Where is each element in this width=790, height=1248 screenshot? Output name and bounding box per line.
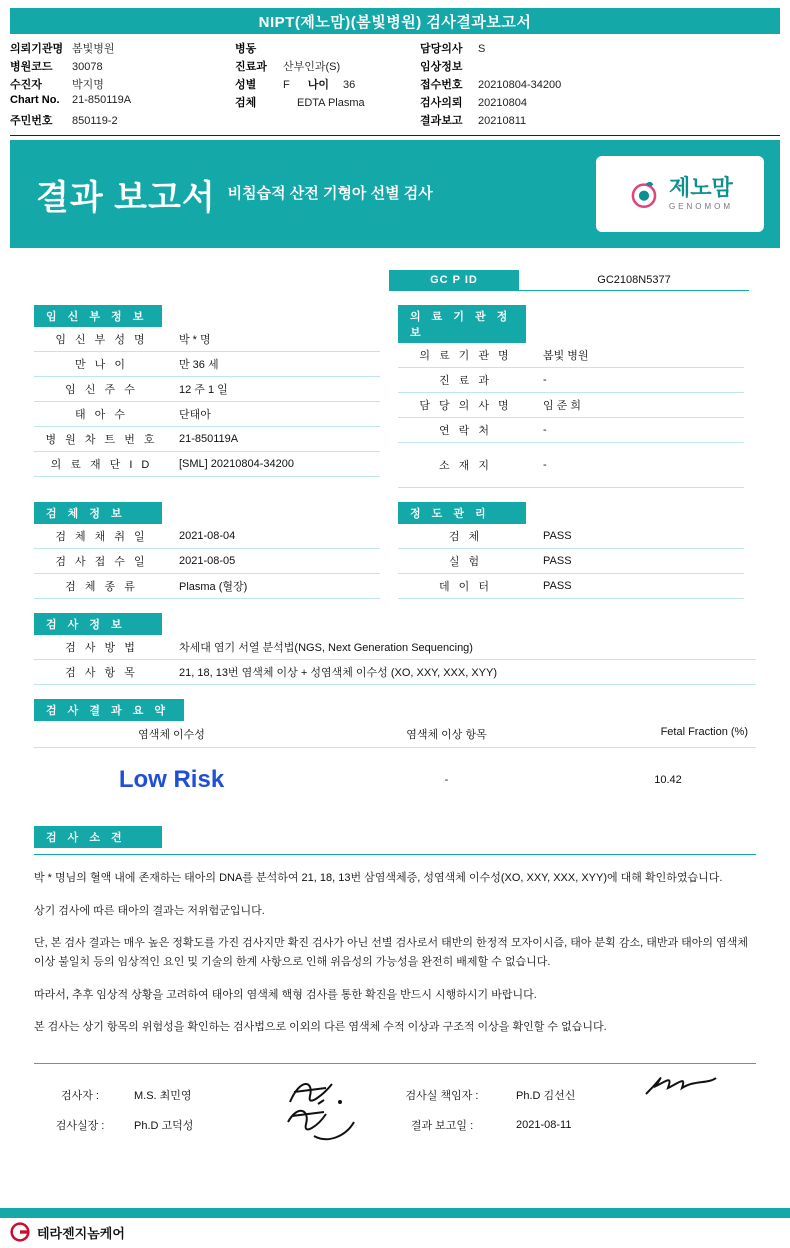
sex-value: F bbox=[283, 79, 290, 91]
row-value: 차세대 염기 서열 분석법(NGS, Next Generation Sequencing) bbox=[169, 635, 756, 660]
field-resident-no bbox=[10, 112, 235, 127]
director-signature-icon bbox=[284, 1102, 374, 1146]
row-value: PASS bbox=[533, 574, 744, 599]
patient-name-label: 수진자 bbox=[10, 79, 42, 91]
banner-title: 결과 보고서 bbox=[36, 178, 216, 217]
pregnant-info-section bbox=[34, 305, 380, 488]
patient-header-col-3 bbox=[420, 40, 680, 127]
row-key: 검 사 방 법 bbox=[34, 635, 169, 660]
row-key: 검 체 종 류 bbox=[34, 574, 169, 599]
hospital-code-value: 30078 bbox=[72, 61, 103, 73]
pregnant-info-table bbox=[34, 327, 380, 477]
row-key: 의 료 기 관 명 bbox=[398, 343, 533, 368]
field-specimen bbox=[235, 94, 420, 109]
report-page bbox=[0, 8, 790, 1248]
gcp-id-value: GC2108N5377 bbox=[519, 270, 749, 291]
specimen-info-section bbox=[34, 502, 380, 599]
qc-info-table bbox=[398, 524, 744, 599]
row-key: 실 험 bbox=[398, 549, 533, 574]
table-row bbox=[34, 660, 756, 685]
pregnant-info-heading: 임 신 부 정 보 bbox=[34, 305, 162, 327]
patient-name-value: 박지명 bbox=[72, 79, 104, 91]
resident-no-value: 850119-2 bbox=[72, 115, 118, 127]
signature-row-2 bbox=[34, 1110, 756, 1140]
table-row bbox=[398, 343, 744, 368]
opinion-paragraph: 단, 본 검사 결과는 매우 높은 정확도를 가진 검사지만 확진 검사가 아닌 선별 검사로서 태반의 한정적 모자이시즘, 태아 분획 감소, 태반과 태아의 염색체 이상 불일치 등의 임상적인 요인 및 기술의 한계 사항으로 인해 위음성의 가능성을 완전히 배제할 수 없습니다. bbox=[34, 937, 748, 969]
table-row bbox=[34, 574, 380, 599]
genomom-logo-main: 제노맘 bbox=[668, 175, 733, 200]
report-content bbox=[34, 270, 756, 1152]
table-row bbox=[34, 327, 380, 352]
ordered-label: 검사의뢰 bbox=[420, 97, 463, 109]
reported-label: 결과보고 bbox=[420, 115, 463, 127]
footer-teal-bar bbox=[0, 1208, 790, 1218]
table-row bbox=[398, 368, 744, 393]
table-row bbox=[398, 443, 744, 488]
field-institution bbox=[10, 40, 235, 55]
row-value: 21, 18, 13번 염색체 이상 + 성염색체 이수성 (XO, XXY, XXX, XYY) bbox=[169, 660, 756, 685]
column-header-abnormal-item: 염색체 이상 항목 bbox=[406, 729, 487, 741]
row-key: 검 체 채 취 일 bbox=[34, 524, 169, 549]
row-value: [SML] 20210804-34200 bbox=[169, 452, 380, 477]
genomom-logo bbox=[596, 156, 764, 232]
row-key: 검 체 bbox=[398, 524, 533, 549]
chart-no-label: Chart No. bbox=[10, 94, 60, 106]
row-key: 진 료 과 bbox=[398, 368, 533, 393]
row-key: 담 당 의 사 명 bbox=[398, 393, 533, 418]
opinion-paragraph: 상기 검사에 따른 태아의 결과는 저위험군입니다. bbox=[34, 904, 265, 917]
row-value: 2021-08-04 bbox=[169, 524, 380, 549]
row-value: PASS bbox=[533, 524, 744, 549]
patient-header bbox=[10, 40, 780, 133]
specimen-value: EDTA Plasma bbox=[297, 97, 365, 109]
department-value: 산부인과(S) bbox=[283, 61, 341, 73]
qc-info-heading: 정 도 관 리 bbox=[398, 502, 526, 524]
row-key: 데 이 터 bbox=[398, 574, 533, 599]
result-summary-header bbox=[34, 721, 756, 748]
table-row bbox=[398, 549, 744, 574]
result-summary-row bbox=[34, 748, 756, 812]
field-sex-age bbox=[235, 76, 420, 91]
banner-subtitle: 비침습적 산전 기형아 선별 검사 bbox=[227, 184, 433, 202]
table-row bbox=[34, 427, 380, 452]
specimen-info-heading: 검 체 정 보 bbox=[34, 502, 162, 524]
opinion-section bbox=[34, 826, 756, 1037]
table-row bbox=[34, 524, 380, 549]
opinion-text bbox=[34, 869, 756, 1037]
resident-no-label: 주민번호 bbox=[10, 115, 53, 127]
field-chart-no bbox=[10, 94, 235, 109]
row-value: 임 준 희 bbox=[533, 393, 744, 418]
row-value: Plasma (혈장) bbox=[169, 574, 380, 599]
row-value: 봄빛 병원 bbox=[533, 343, 744, 368]
doctor-label: 담당의사 bbox=[420, 43, 463, 55]
signature-divider bbox=[34, 1063, 756, 1064]
genomom-logo-sub: GENOMOM bbox=[668, 202, 734, 211]
qc-info-section bbox=[398, 502, 744, 599]
row-value: - bbox=[533, 368, 744, 393]
info-columns bbox=[34, 305, 756, 488]
lab-head-label: 검사실 책임자 : bbox=[405, 1090, 479, 1103]
report-title-bar bbox=[10, 8, 780, 34]
specimen-qc-columns bbox=[34, 502, 756, 599]
opinion-heading: 검 사 소 견 bbox=[34, 826, 162, 848]
fetal-fraction-value: 10.42 bbox=[654, 774, 682, 786]
hospital-info-table bbox=[398, 343, 744, 488]
row-value: 단태아 bbox=[169, 402, 380, 427]
opinion-paragraph: 따라서, 추후 임상적 상황을 고려하여 태아의 염색체 핵형 검사를 통한 확진을 반드시 시행하시기 바랍니다. bbox=[34, 988, 537, 1001]
ward-label: 병동 bbox=[235, 43, 257, 55]
clinical-info-label: 임상정보 bbox=[420, 61, 463, 73]
row-value: 만 36 세 bbox=[169, 352, 380, 377]
opinion-paragraph: 본 검사는 상기 항목의 위험성을 확인하는 검사법으로 이외의 다른 염색체 수적 이상과 구조적 이상을 확인할 수 없습니다. bbox=[34, 1021, 607, 1034]
reported-value: 20210811 bbox=[478, 115, 527, 127]
table-row bbox=[34, 549, 380, 574]
footer-company-name: 테라젠지놈케어 bbox=[37, 1225, 125, 1241]
age-value: 36 bbox=[343, 79, 356, 91]
report-date-value: 2021-08-11 bbox=[516, 1119, 572, 1132]
row-value: - bbox=[533, 443, 744, 488]
table-row bbox=[398, 574, 744, 599]
opinion-body bbox=[34, 854, 756, 1037]
table-row bbox=[398, 393, 744, 418]
patient-header-col-2 bbox=[235, 40, 420, 127]
field-clinical-info bbox=[420, 58, 680, 73]
field-doctor bbox=[420, 40, 680, 55]
footer-company bbox=[0, 1218, 790, 1248]
row-key: 병 원 차 트 번 호 bbox=[34, 427, 169, 452]
institution-value: 봄빛병원 bbox=[72, 43, 115, 55]
hospital-code-label: 병원코드 bbox=[10, 61, 53, 73]
result-summary-heading: 검 사 결 과 요 약 bbox=[34, 699, 184, 721]
field-hospital-code bbox=[10, 58, 235, 73]
gcp-id-row bbox=[389, 270, 749, 291]
patient-header-col-1 bbox=[10, 40, 235, 127]
institution-label: 의뢰기관명 bbox=[10, 43, 64, 55]
test-info-heading: 검 사 정 보 bbox=[34, 613, 162, 635]
report-footer bbox=[0, 1208, 790, 1248]
row-value: 박 * 명 bbox=[169, 327, 380, 352]
doctor-value: S bbox=[478, 43, 486, 55]
age-label: 나이 bbox=[307, 79, 329, 91]
genomom-logo-text bbox=[669, 177, 733, 211]
accession-label: 접수번호 bbox=[420, 79, 463, 91]
header-divider bbox=[10, 135, 780, 136]
lab-head-value: Ph.D 김선신 bbox=[516, 1090, 576, 1103]
row-value: 2021-08-05 bbox=[169, 549, 380, 574]
genomom-mark-icon bbox=[627, 177, 661, 211]
department-label: 진료과 bbox=[235, 61, 267, 73]
row-key: 의 료 재 단 I D bbox=[34, 452, 169, 477]
examiner-label: 검사자 : bbox=[61, 1090, 99, 1103]
report-title: NIPT(제노맘)(봄빛병원) 검사결과보고서 bbox=[258, 13, 532, 31]
row-value: - bbox=[533, 418, 744, 443]
report-date-label: 결과 보고일 : bbox=[410, 1120, 474, 1133]
specimen-info-table bbox=[34, 524, 380, 599]
test-info-section bbox=[34, 613, 756, 685]
hospital-info-heading: 의 료 기 관 정 보 bbox=[398, 305, 526, 343]
sex-label: 성별 bbox=[235, 79, 257, 91]
row-key: 태 아 수 bbox=[34, 402, 169, 427]
column-header-fetal-fraction: Fetal Fraction (%) bbox=[660, 726, 748, 738]
row-key: 임 신 주 수 bbox=[34, 377, 169, 402]
teragen-logo-icon bbox=[10, 1222, 30, 1242]
field-department bbox=[235, 58, 420, 73]
table-row bbox=[398, 524, 744, 549]
field-reported-date bbox=[420, 112, 680, 127]
director-value: Ph.D 고덕성 bbox=[134, 1120, 194, 1133]
field-ordered-date bbox=[420, 94, 680, 109]
table-row bbox=[34, 452, 380, 477]
field-patient-name bbox=[10, 76, 235, 91]
table-row bbox=[34, 352, 380, 377]
report-banner bbox=[10, 140, 780, 248]
risk-result: Low Risk bbox=[118, 766, 225, 793]
hospital-info-section bbox=[398, 305, 744, 488]
specimen-label: 검체 bbox=[235, 97, 257, 109]
examiner-value: M.S. 최민영 bbox=[134, 1090, 192, 1103]
row-value: 21-850119A bbox=[169, 427, 380, 452]
ordered-value: 20210804 bbox=[478, 97, 527, 109]
lab-head-signature-icon bbox=[642, 1068, 722, 1108]
row-key: 임 신 부 성 명 bbox=[34, 327, 169, 352]
accession-value: 20210804-34200 bbox=[478, 79, 562, 91]
field-accession bbox=[420, 76, 680, 91]
table-row bbox=[34, 635, 756, 660]
row-value: 12 주 1 일 bbox=[169, 377, 380, 402]
row-key: 검 사 접 수 일 bbox=[34, 549, 169, 574]
table-row bbox=[34, 377, 380, 402]
field-ward bbox=[235, 40, 420, 55]
result-summary-section bbox=[34, 699, 756, 812]
chart-no-value: 21-850119A bbox=[72, 94, 132, 106]
signature-block bbox=[34, 1080, 756, 1152]
row-key: 소 재 지 bbox=[398, 443, 533, 488]
opinion-paragraph: 박 * 명님의 혈액 내에 존재하는 태아의 DNA를 분석하여 21, 18, 13번 삼염색체증, 성염색체 이수성(XO, XXY, XXX, XYY)에 대해 확인하였습니다. bbox=[34, 872, 723, 884]
row-key: 연 락 처 bbox=[398, 418, 533, 443]
abnormal-item-value: - bbox=[444, 774, 449, 786]
row-key: 검 사 항 목 bbox=[34, 660, 169, 685]
test-info-table bbox=[34, 635, 756, 685]
row-key: 만 나 이 bbox=[34, 352, 169, 377]
gcp-id-label: GC P ID bbox=[389, 270, 519, 291]
table-row bbox=[398, 418, 744, 443]
column-header-aneuploidy: 염색체 이수성 bbox=[138, 729, 205, 741]
table-row bbox=[34, 402, 380, 427]
director-label: 검사실장 : bbox=[55, 1120, 105, 1133]
row-value: PASS bbox=[533, 549, 744, 574]
